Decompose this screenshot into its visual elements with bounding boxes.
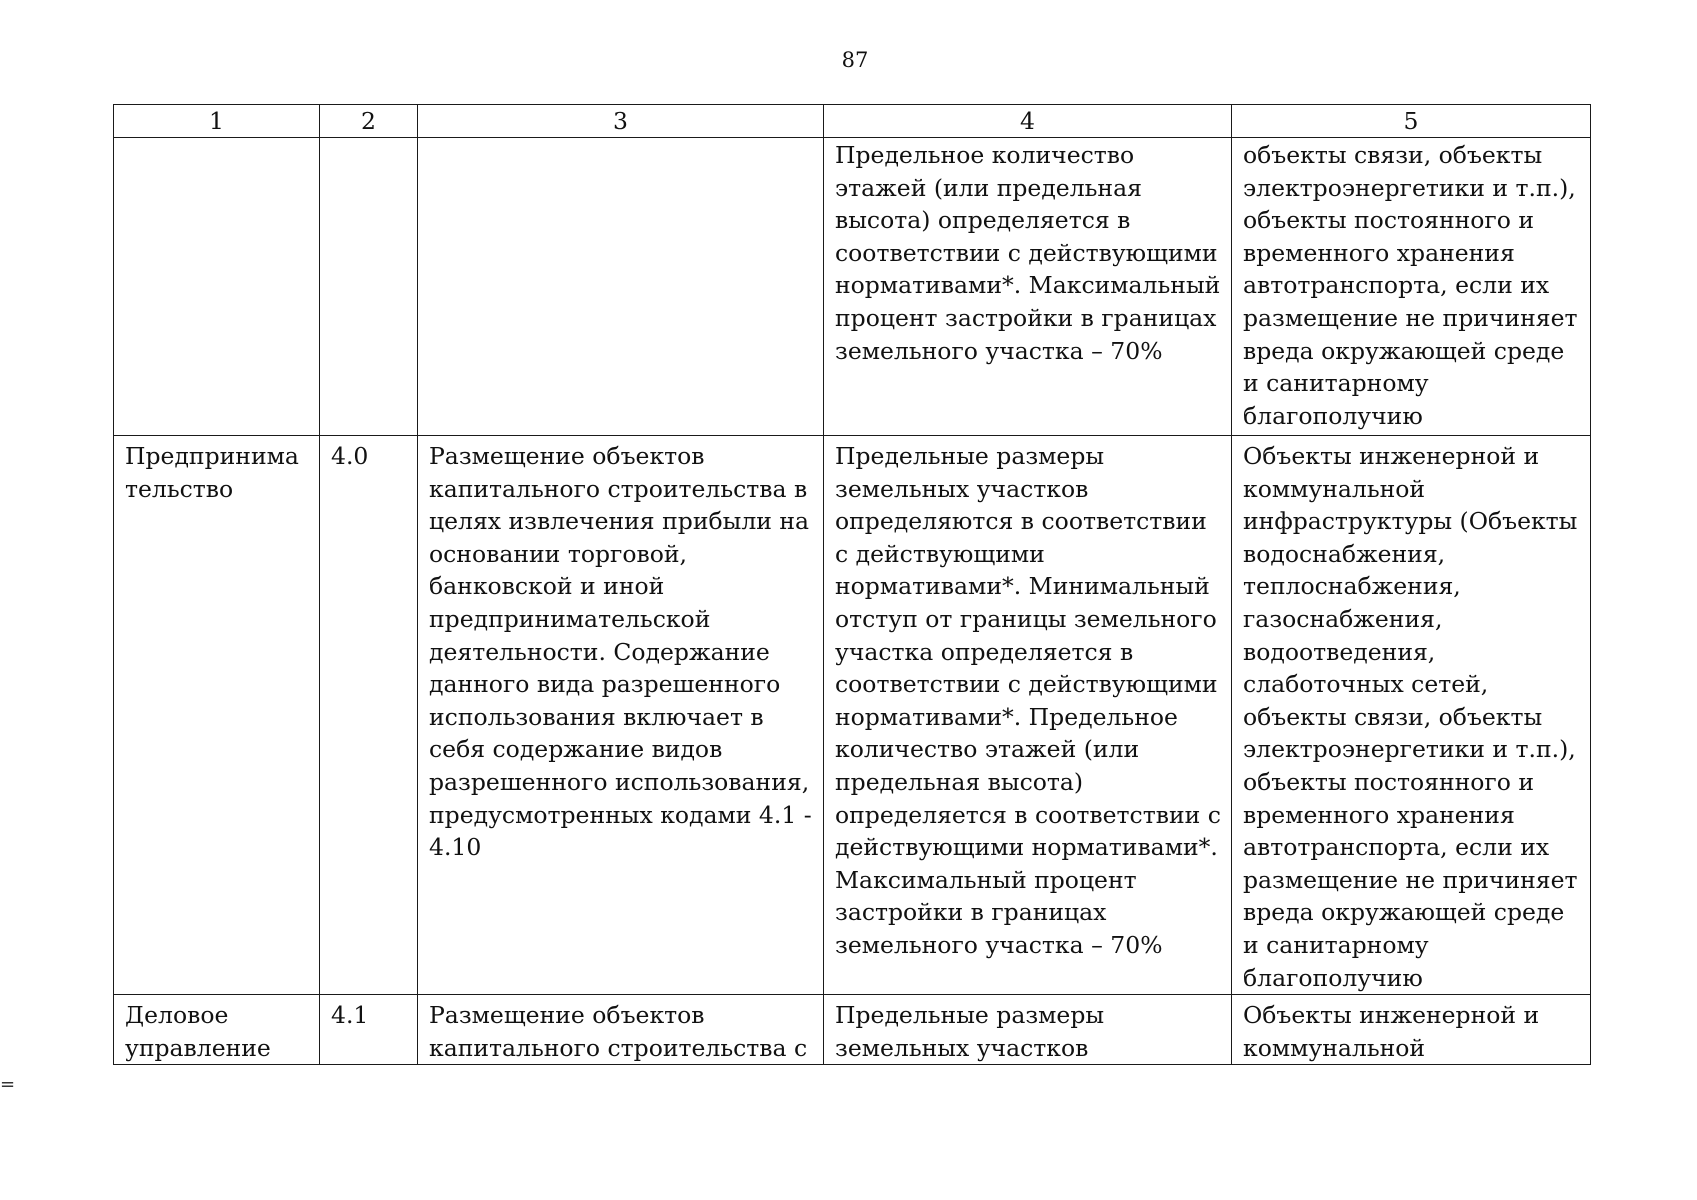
table-row — [114, 138, 1591, 436]
cell-auxiliary: объекты связи, объекты электроэнергетики и т.п.), объекты постоянного и временного хранения автотранспорта, если их размещение не причиняет вреда окружающей среде и санитарному благополучию — [1232, 138, 1591, 436]
cell-auxiliary: Объекты инженерной и коммунальной — [1232, 995, 1591, 1065]
cell-auxiliary: Объекты инженерной и коммунальной инфраструктуры (Объекты водоснабжения, теплоснабжения, газоснабжения, водоотведения, слаботочных сетей, объекты связи, объекты электроэнергетики и т.п.), объекты постоянного и временного хранения автотранспорта, если их размещение не причиняет вреда окружающей среде и санитарному благополучию — [1232, 436, 1591, 995]
cell-code — [320, 138, 418, 436]
cell-description: Размещение объектов капитального строительства с — [418, 995, 824, 1065]
cell-description: Размещение объектов капитального строительства в целях извлечения прибыли на основании торговой, банковской и иной предпринимательской деятельности. Содержание данного вида разрешенного использования включает в себя содержание видов разрешенного использования, предусмотренных кодами 4.1 - 4.10 — [418, 436, 824, 995]
cell-parameters: Предельные размеры земельных участков определяются в соответствии с действующими нормативами*. Минимальный отступ от границы земельного участка определяется в соответствии с действующими нормативами*. Предельное количество этажей (или предельная высота) определяется в соответствии с действующими нормативами*. Максимальный процент застройки в границах земельного участка – 70% — [824, 436, 1232, 995]
header-col-2: 2 — [320, 105, 418, 138]
header-row — [114, 105, 1591, 138]
cell-name — [114, 138, 320, 436]
table-row — [114, 995, 1591, 1065]
margin-mark: = — [0, 1074, 16, 1095]
zoning-table — [113, 104, 1591, 1065]
cell-code: 4.1 — [320, 995, 418, 1065]
cell-name — [114, 436, 320, 995]
cell-code: 4.0 — [320, 436, 418, 995]
cell-name: Деловое управление — [114, 995, 320, 1065]
header-col-1: 1 — [114, 105, 320, 138]
page-number: 87 — [841, 48, 869, 72]
cell-name-text: Предпринимательство — [125, 442, 299, 503]
cell-parameters: Предельное количество этажей (или предельная высота) определяется в соответствии с действующими нормативами*. Максимальный процент застройки в границах земельного участка – 70% — [824, 138, 1232, 436]
header-col-5: 5 — [1232, 105, 1591, 138]
table-row — [114, 436, 1591, 995]
header-col-3: 3 — [418, 105, 824, 138]
header-col-4: 4 — [824, 105, 1232, 138]
cell-parameters: Предельные размеры земельных участков — [824, 995, 1232, 1065]
cell-description — [418, 138, 824, 436]
